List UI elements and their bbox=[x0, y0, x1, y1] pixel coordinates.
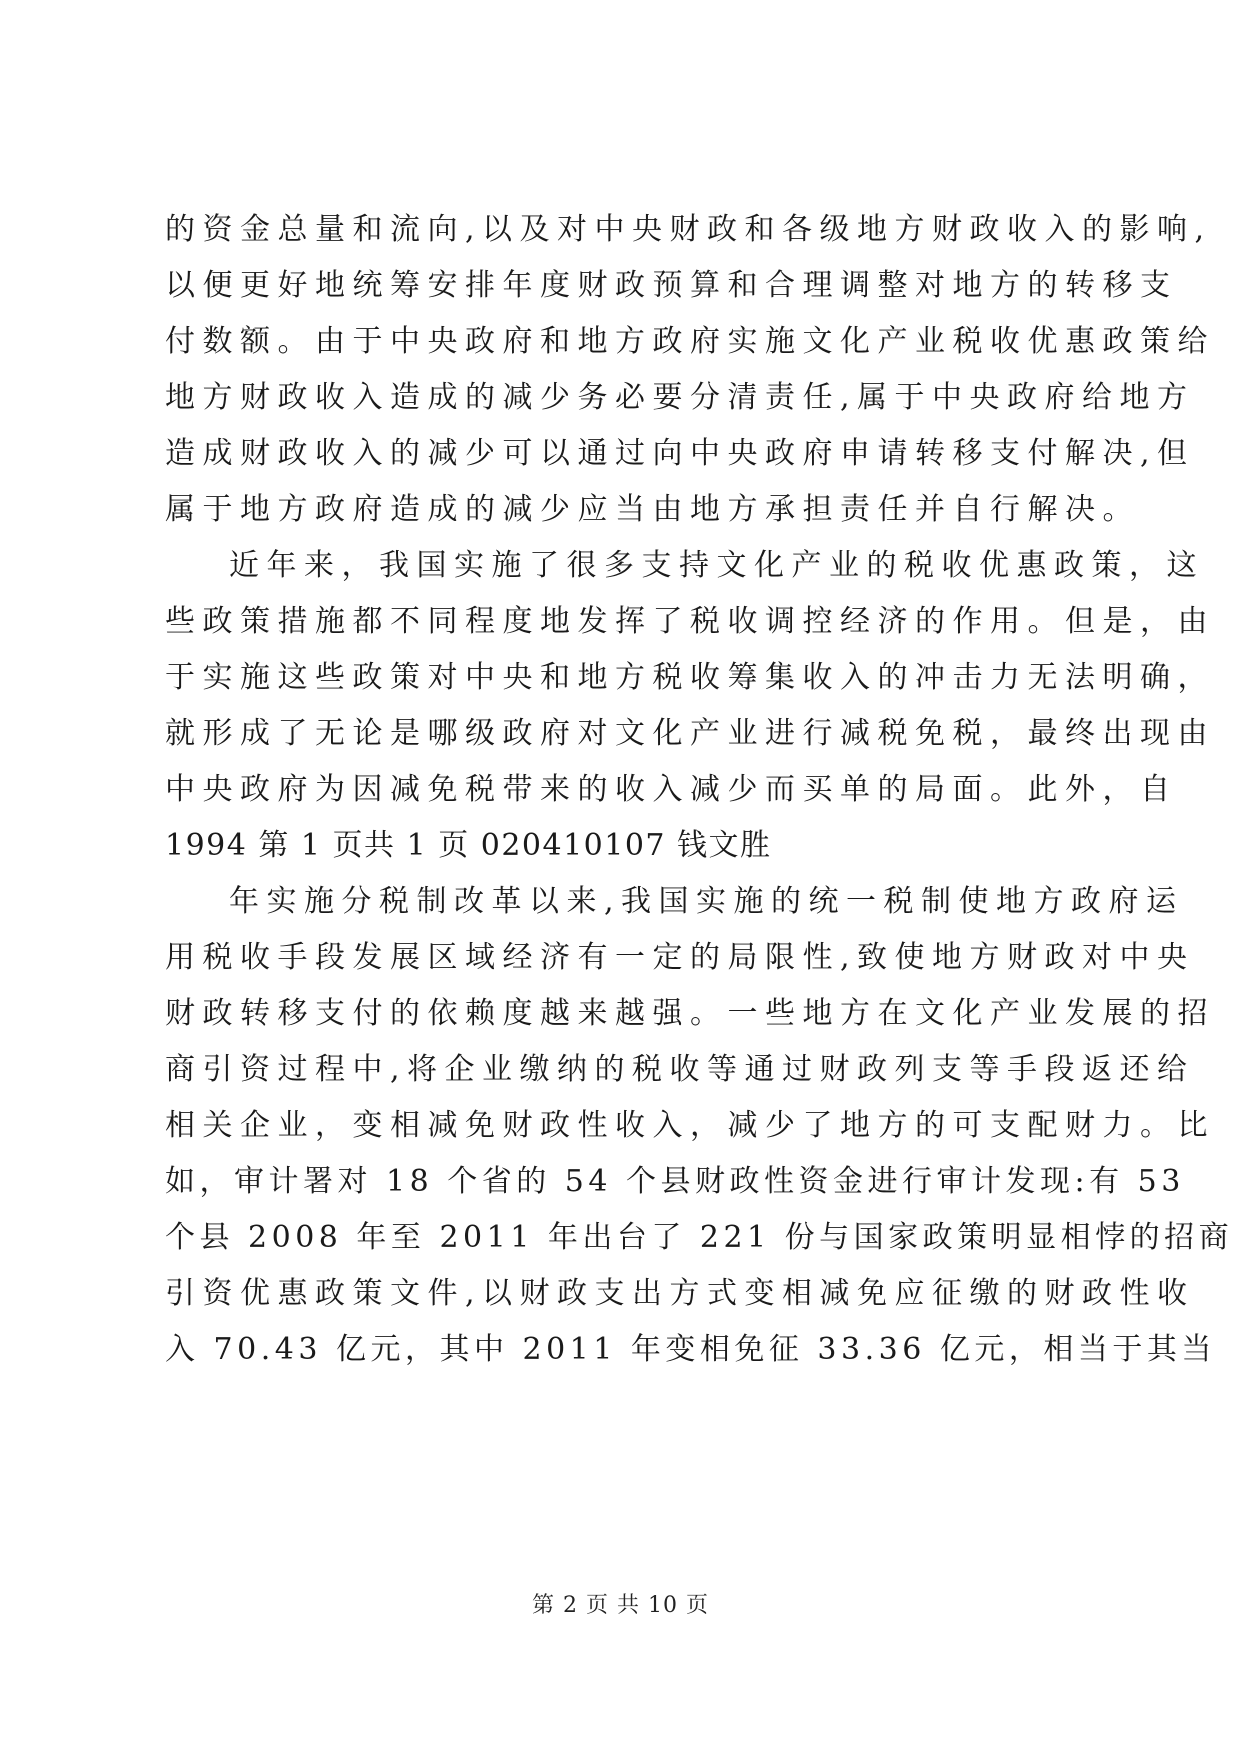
body-line-5: 造成财政收入的减少可以通过向中央政府申请转移支付解决,但 bbox=[165, 436, 1195, 471]
body-line-20: 引资优惠政策文件,以财政支出方式变相减免应征缴的财政性收 bbox=[165, 1276, 1195, 1311]
body-line-9: 于实施这些政策对中央和地方税收筹集收入的冲击力无法明确， bbox=[165, 660, 1215, 695]
body-line-18: 如，审计署对 18 个省的 54 个县财政性资金进行审计发现:有 53 bbox=[165, 1164, 1185, 1199]
body-line-11: 中央政府为因减免税带来的收入减少而买单的局面。此外，自 bbox=[165, 772, 1178, 807]
body-line-10: 就形成了无论是哪级政府对文化产业进行减税免税，最终出现由 bbox=[165, 716, 1215, 751]
body-line-21: 入 70.43 亿元，其中 2011 年变相免征 33.36 亿元，相当于其当 bbox=[165, 1332, 1216, 1367]
body-line-3: 付数额。由于中央政府和地方政府实施文化产业税收优惠政策给 bbox=[165, 324, 1215, 359]
body-line-16: 商引资过程中,将企业缴纳的税收等通过财政列支等手段返还给 bbox=[165, 1052, 1195, 1087]
body-line-14: 用税收手段发展区域经济有一定的局限性,致使地方财政对中央 bbox=[165, 940, 1195, 975]
embedded-page-footer-line: 1994 第 1 页共 1 页 020410107 钱文胜 bbox=[165, 828, 772, 863]
body-line-7: 近年来，我国实施了很多支持文化产业的税收优惠政策，这 bbox=[229, 548, 1204, 583]
body-line-1: 的资金总量和流向,以及对中央财政和各级地方财政收入的影响, bbox=[165, 212, 1212, 247]
body-line-13: 年实施分税制改革以来,我国实施的统一税制使地方政府运 bbox=[229, 884, 1184, 919]
page-number-footer: 第 2 页 共 10 页 bbox=[532, 1593, 709, 1618]
body-line-17: 相关企业，变相减免财政性收入，减少了地方的可支配财力。比 bbox=[165, 1108, 1215, 1143]
body-line-15: 财政转移支付的依赖度越来越强。一些地方在文化产业发展的招 bbox=[165, 996, 1215, 1031]
body-line-4: 地方财政收入造成的减少务必要分清责任,属于中央政府给地方 bbox=[165, 380, 1195, 415]
body-line-19: 个县 2008 年至 2011 年出台了 221 份与国家政策明显相悖的招商 bbox=[165, 1220, 1234, 1255]
body-line-2: 以便更好地统筹安排年度财政预算和合理调整对地方的转移支 bbox=[165, 268, 1178, 303]
body-line-8: 些政策措施都不同程度地发挥了税收调控经济的作用。但是，由 bbox=[165, 604, 1215, 639]
body-line-6: 属于地方政府造成的减少应当由地方承担责任并自行解决。 bbox=[165, 492, 1140, 527]
